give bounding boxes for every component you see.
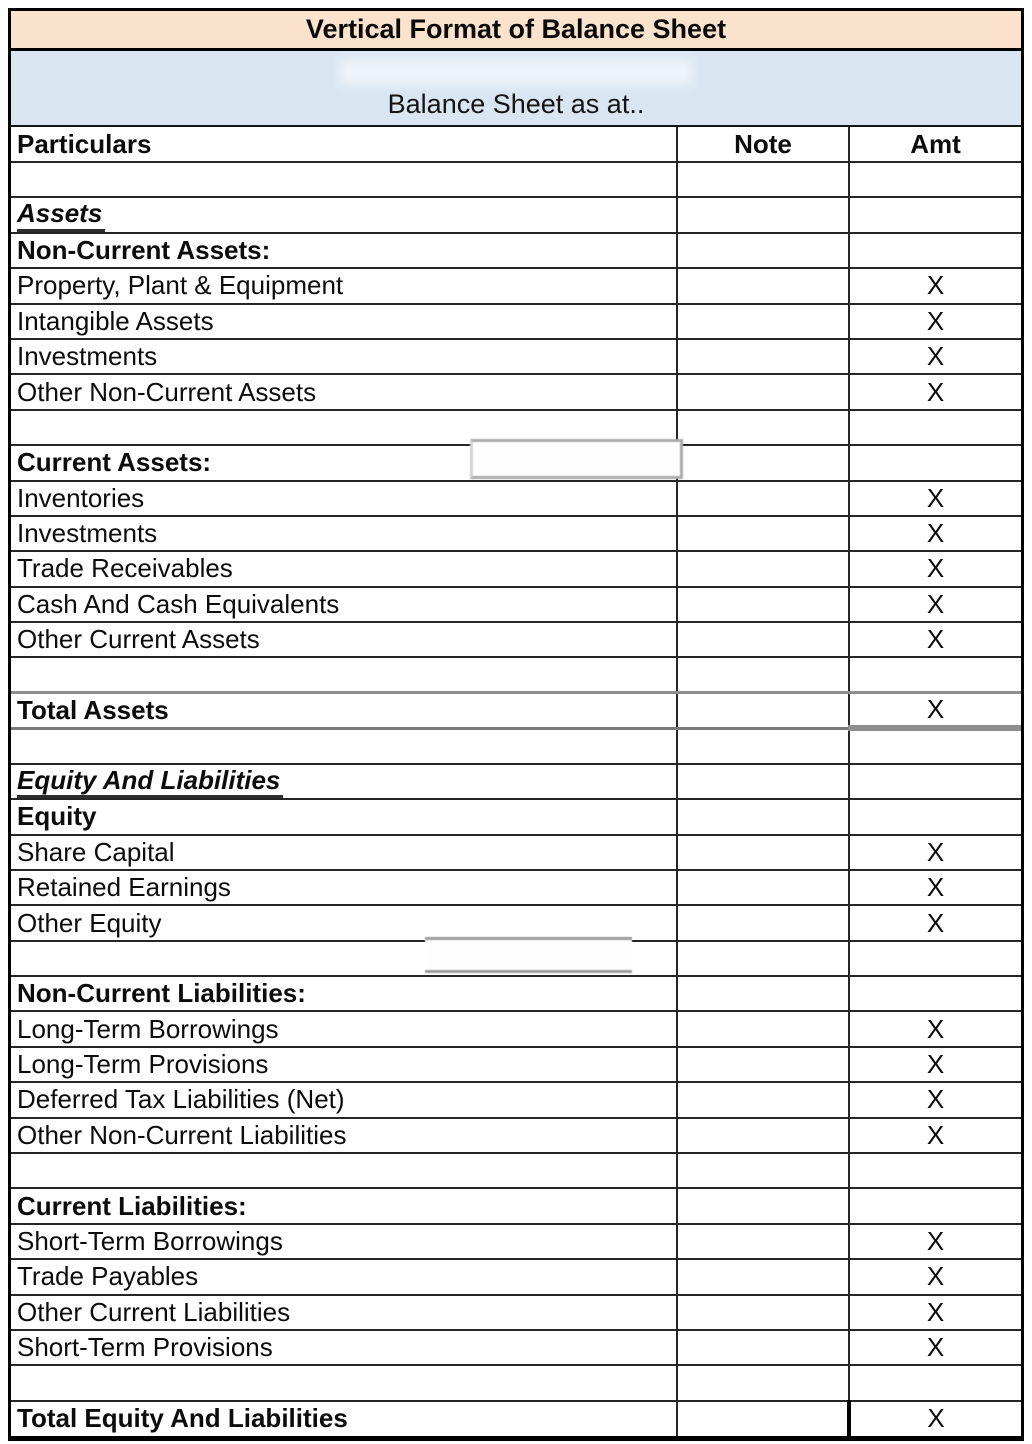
table-row (11, 905, 1021, 940)
amt-cell (849, 1153, 1021, 1188)
table-row (11, 587, 1021, 622)
table-row (11, 835, 1021, 870)
particulars-cell: Non-Current Assets: (11, 233, 677, 268)
table-row (11, 339, 1021, 374)
amt-cell (849, 941, 1021, 976)
amt-cell: X (849, 374, 1021, 409)
note-cell (677, 1365, 849, 1400)
note-cell (677, 481, 849, 516)
particulars-cell: Share Capital (11, 835, 677, 870)
amt-cell (849, 657, 1021, 692)
note-cell (677, 339, 849, 374)
table-row (11, 445, 1021, 480)
table-row (11, 870, 1021, 905)
table-row (11, 1082, 1021, 1117)
amt-cell (849, 1188, 1021, 1223)
particulars-cell (11, 764, 677, 799)
particulars-cell (11, 197, 677, 232)
balance-sheet-body (11, 162, 1021, 1436)
note-cell (677, 197, 849, 232)
spacer-row (11, 410, 1021, 445)
table-row (11, 304, 1021, 339)
note-cell (677, 516, 849, 551)
particulars-cell: Property, Plant & Equipment (11, 268, 677, 303)
particulars-cell (11, 941, 677, 976)
column-header-row (11, 127, 1021, 162)
amt-cell (849, 410, 1021, 445)
amt-cell: X (849, 268, 1021, 303)
spacer-row (11, 1153, 1021, 1188)
amt-cell: X (849, 1047, 1021, 1082)
spacer-row (11, 728, 1021, 763)
note-cell (677, 268, 849, 303)
note-cell (677, 1295, 849, 1330)
spacer-row (11, 657, 1021, 692)
particulars-cell: Inventories (11, 481, 677, 516)
note-cell (677, 870, 849, 905)
table-row (11, 1224, 1021, 1259)
amt-cell: X (849, 1118, 1021, 1153)
note-cell (677, 1188, 849, 1223)
particulars-cell (11, 657, 677, 692)
particulars-cell: Long-Term Borrowings (11, 1011, 677, 1046)
note-cell (677, 976, 849, 1011)
note-cell (677, 835, 849, 870)
table-row (11, 1188, 1021, 1223)
particulars-cell: Current Assets: (11, 445, 677, 480)
note-cell (677, 799, 849, 834)
note-cell (677, 693, 849, 729)
table-row (11, 481, 1021, 516)
note-cell (677, 551, 849, 586)
table-row (11, 799, 1021, 834)
particulars-cell: Short-Term Provisions (11, 1330, 677, 1365)
amt-cell: X (849, 870, 1021, 905)
particulars-cell: Current Liabilities: (11, 1188, 677, 1223)
particulars-cell: Trade Receivables (11, 551, 677, 586)
table-row (11, 1401, 1021, 1436)
amt-cell (849, 445, 1021, 480)
table-row (11, 1259, 1021, 1294)
amt-cell: X (849, 551, 1021, 586)
amt-cell (849, 197, 1021, 232)
particulars-cell: Other Non-Current Liabilities (11, 1118, 677, 1153)
note-cell (677, 941, 849, 976)
spacer-row (11, 1365, 1021, 1400)
note-cell (677, 445, 849, 480)
note-cell (677, 1153, 849, 1188)
note-cell (677, 162, 849, 197)
note-cell (677, 1011, 849, 1046)
particulars-cell: Deferred Tax Liabilities (Net) (11, 1082, 677, 1117)
particulars-cell: Equity (11, 799, 677, 834)
amt-cell: X (849, 587, 1021, 622)
table-row (11, 551, 1021, 586)
amt-cell: X (849, 1011, 1021, 1046)
particulars-cell: Trade Payables (11, 1259, 677, 1294)
table-row (11, 1047, 1021, 1082)
note-cell (677, 233, 849, 268)
amt-cell: X (849, 835, 1021, 870)
particulars-cell (11, 1153, 677, 1188)
particulars-cell (11, 728, 677, 763)
note-cell (677, 587, 849, 622)
section-title: Assets (17, 200, 105, 231)
amt-cell: X (849, 481, 1021, 516)
particulars-cell: Long-Term Provisions (11, 1047, 677, 1082)
sheet-title: Vertical Format of Balance Sheet (11, 11, 1021, 51)
amt-cell: X (849, 1401, 1021, 1436)
particulars-cell: Intangible Assets (11, 304, 677, 339)
table-row (11, 1295, 1021, 1330)
amt-cell (849, 728, 1021, 763)
amt-cell: X (849, 622, 1021, 657)
table-row (11, 233, 1021, 268)
particulars-cell: Other Non-Current Assets (11, 374, 677, 409)
amt-cell: X (849, 905, 1021, 940)
table-row (11, 516, 1021, 551)
note-cell (677, 410, 849, 445)
note-cell (677, 728, 849, 763)
redaction-blur (340, 59, 692, 85)
particulars-cell: Investments (11, 516, 677, 551)
amt-cell: X (849, 1082, 1021, 1117)
note-cell (677, 657, 849, 692)
particulars-cell: Total Assets (11, 693, 677, 729)
particulars-cell (11, 410, 677, 445)
table-row (11, 976, 1021, 1011)
amt-cell: X (849, 339, 1021, 374)
note-cell (677, 374, 849, 409)
table-row (11, 1118, 1021, 1153)
particulars-cell: Total Equity And Liabilities (11, 1401, 677, 1436)
note-cell (677, 1259, 849, 1294)
table-row (11, 197, 1021, 232)
particulars-cell: Investments (11, 339, 677, 374)
table-row (11, 374, 1021, 409)
column-header-amt: Amt (849, 127, 1021, 162)
amt-cell: X (849, 516, 1021, 551)
amt-cell: X (849, 693, 1021, 729)
particulars-cell: Other Current Liabilities (11, 1295, 677, 1330)
table-row (11, 622, 1021, 657)
amt-cell: X (849, 1224, 1021, 1259)
note-cell (677, 905, 849, 940)
note-cell (677, 1047, 849, 1082)
table-row (11, 268, 1021, 303)
table-row (11, 1330, 1021, 1365)
amt-cell (849, 799, 1021, 834)
amt-cell: X (849, 1259, 1021, 1294)
note-cell (677, 304, 849, 339)
particulars-cell: Other Equity (11, 905, 677, 940)
amt-cell (849, 764, 1021, 799)
particulars-cell: Cash And Cash Equivalents (11, 587, 677, 622)
section-title: Equity And Liabilities (17, 767, 283, 798)
table-row (11, 1011, 1021, 1046)
particulars-cell: Other Current Assets (11, 622, 677, 657)
amt-cell: X (849, 1295, 1021, 1330)
spacer-row (11, 941, 1021, 976)
particulars-cell: Retained Earnings (11, 870, 677, 905)
amt-cell (849, 976, 1021, 1011)
balance-sheet-table (11, 127, 1021, 1436)
amt-cell (849, 162, 1021, 197)
subtitle-band (11, 51, 1021, 127)
note-cell (677, 1401, 849, 1436)
amt-cell: X (849, 304, 1021, 339)
balance-sheet (8, 8, 1024, 1441)
amt-cell: X (849, 1330, 1021, 1365)
particulars-cell: Non-Current Liabilities: (11, 976, 677, 1011)
column-header-particulars: Particulars (11, 127, 677, 162)
table-row (11, 764, 1021, 799)
particulars-cell (11, 162, 677, 197)
note-cell (677, 1082, 849, 1117)
spacer-row (11, 162, 1021, 197)
subtitle-text: Balance Sheet as at.. (387, 89, 645, 119)
note-cell (677, 1118, 849, 1153)
amt-cell (849, 1365, 1021, 1400)
note-cell (677, 1224, 849, 1259)
particulars-cell (11, 1365, 677, 1400)
particulars-cell: Short-Term Borrowings (11, 1224, 677, 1259)
column-header-note: Note (677, 127, 849, 162)
note-cell (677, 764, 849, 799)
note-cell (677, 1330, 849, 1365)
table-row (11, 693, 1021, 729)
amt-cell (849, 233, 1021, 268)
note-cell (677, 622, 849, 657)
